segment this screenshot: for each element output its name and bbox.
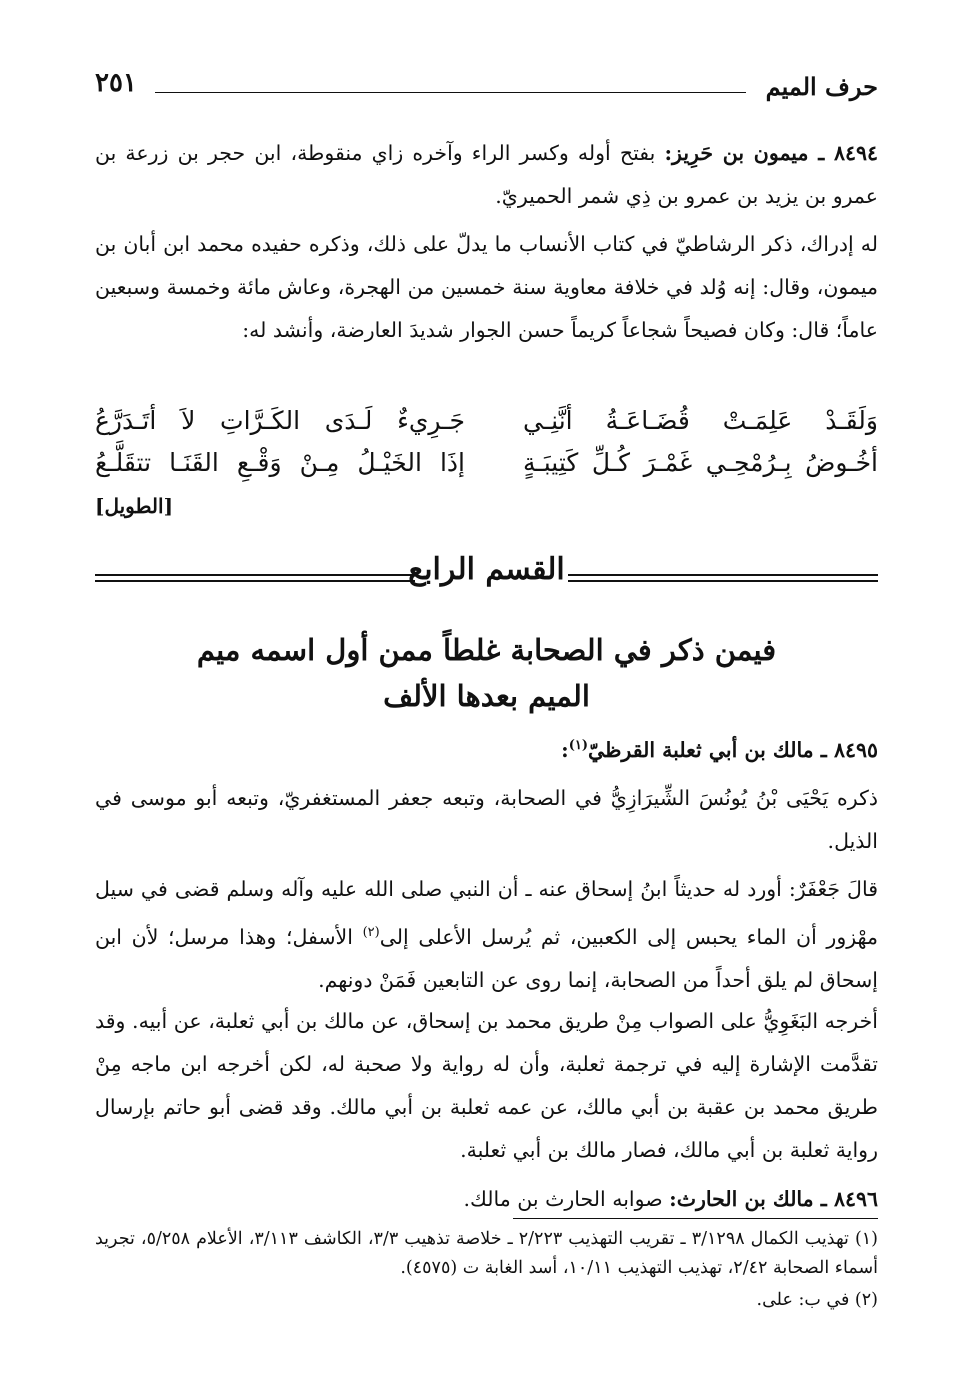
verse-2-second-hemistich: إذَا الخَيْـلُ مِـنْ وَقْـعِ القَنَـا تتقَلَّـعُ: [95, 448, 465, 477]
section-title-row: [95, 552, 878, 602]
header-rule: [155, 92, 746, 93]
poem-meter: [الطويل]: [95, 494, 174, 518]
verse-2-first-hemistich: أخُـوضُ بِـرُمْحِـي غَمْـرَ كُـلِّ كَتِيبَـةٍ: [523, 448, 878, 477]
chapter-heading-line-2: الميم بعدها الألف: [383, 679, 590, 713]
chapter-heading-line-1: فيمن ذكر في الصحابة غلطاً ممن أول اسمه ميم: [196, 633, 777, 667]
footnote-marker-1: (١): [568, 738, 588, 753]
entry-tail: :: [561, 737, 569, 762]
paragraph-dhakarahu: ذكره يَحْيَى بْنُ يُونُسَ الشِّيرَازِيُّ في الصحابة، وتبعه جعفر المستغفريّ، وتبعه أبو موسى في الذيل.: [95, 786, 878, 853]
entry-8496: [95, 1178, 878, 1221]
entry-text: صوابه الحارث بن مالك.: [463, 1187, 670, 1211]
verse-1-first-hemistich: وَلَقَـدْ عَلِمَـتْ قُضَـاعَـةُ أنَّنِـي: [523, 406, 878, 435]
entry-label: ٨٤٩٥ ـ مالك بن أبي ثعلبة القرظيّ: [587, 737, 878, 762]
entry-label: ٨٤٩٤ ـ ميمون بن حَرِيز:: [664, 141, 878, 165]
entry-label: ٨٤٩٦ ـ مالك بن الحارث:: [669, 1187, 878, 1211]
poem: [95, 400, 878, 484]
footnote-marker-2: (٢): [362, 925, 380, 940]
entry-8495: [95, 724, 878, 772]
paragraph-akhrajahu: أخرجه البَغَوِيُّ على الصواب مِنْ طريق محمد بن إسحاق، عن مالك بن أبي ثعلبة، عن أبيه. وقد تقدَّمت الإشارة إليه في ترجمة ثعلبة، وأن له رواية ولا صحبة له، لكن أخرجه ابن ماجه مِنْ طريق محمد بن عقبة بن أبي مالك، عن عمه ثعلبة بن أبي مالك. وقد قضى أبو حاتم بإرسال رواية ثعلبة بن أبي مالك، فصار مالك بن أبي ثعلبة.: [95, 1009, 878, 1162]
running-header: [95, 68, 878, 108]
entry-text: بفتح أوله وكسر الراء وآخره زاي منقوطة، ابن حجر بن زرعة بن عمرو بن يزيد بن عمرو بن ذِي شمر الحميريّ.: [95, 141, 878, 208]
paragraph-jafar: [95, 868, 878, 1002]
footnote-1: (١) تهذيب الكمال ٣/١٢٩٨ ـ تقريب التهذيب ٢/٢٢٣ ـ خلاصة تذهيب ٣/٣، الكاشف ٣/١١٣، الأعلام ٥/٢٥٨، تجريد أسماء الصحابة ٢/٤٢، تهذيب التهذيب ١٠/١١، أسد الغابة ت (٤٥٧٥).: [95, 1229, 878, 1278]
entry-8494: [95, 132, 878, 218]
footnote-2: (٢) في ب: على.: [756, 1290, 878, 1310]
footnote-rule: [513, 1218, 878, 1219]
paragraph-jafar-part-1: قالَ جَعْفَرٌ: أورد له حديثاً ابنُ إسحاق عنه ـ أن النبي صلى الله عليه وآله وسلم قضى في سيل مهْزور أن الماء يحبس إلى الكعبين، ثم يُرسل الأعلى إلى: [95, 877, 878, 949]
page-number: ٢٥١: [95, 68, 137, 98]
double-rule-left: [95, 574, 415, 582]
chapter-title: حرف الميم: [765, 72, 878, 101]
paragraph-jafar-part-2: الأسفل؛ وهذا مرسل؛ لأن ابن إسحاق لم يلق أحداً من الصحابة، إنما روى عن التابعين فَمَنْ دونهم.: [95, 924, 878, 992]
book-page: [95, 60, 878, 1360]
paragraph-idrak: له إدراك، ذكر الرشاطيّ في كتاب الأنساب ما يدلّ على ذلك، وذكره حفيده محمد ابن أبان بن ميمون، وقال: إنه وُلد في خلافة معاوية سنة خمسين من الهجرة، وعاش مائة وخمسة وسبعين عاماً؛ قال: وكان فصيحاً شجاعاً كريماً حسن الجوار شديدَ العارضة، وأنشد له:: [95, 232, 878, 342]
verse-1-second-hemistich: جَـرِيءٌ لَـدَى الكَـرَّاتِ لاَ أتَـدَرَّعُ: [95, 406, 465, 435]
section-title: القسم الرابع: [408, 552, 565, 587]
